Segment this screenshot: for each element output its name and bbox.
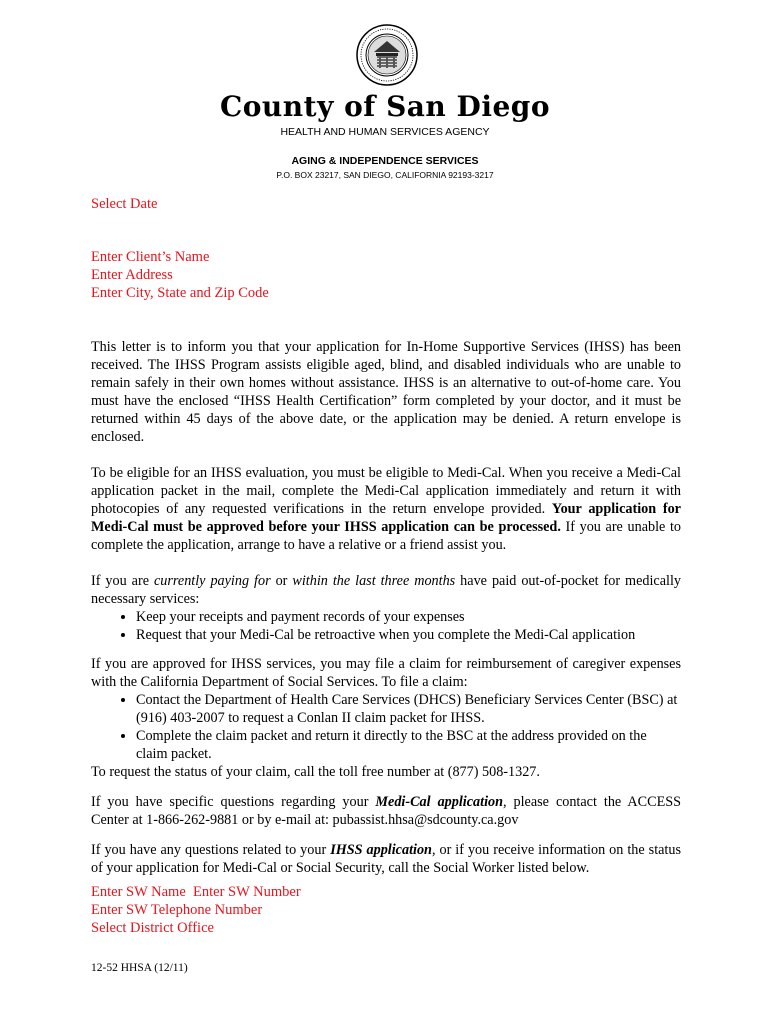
paragraph-ihss-questions: If you have any questions related to your IHSS application, or if you receive information on the status of your application for Medi-Cal or Social Security, call the Social Worker listed below. <box>91 842 681 876</box>
date-field[interactable]: Select Date <box>91 196 158 212</box>
letter-body <box>91 338 681 877</box>
list-item: • Complete the claim packet and return it directly to the BSC at the address provided on the claim packet. <box>136 727 681 763</box>
paragraph-intro: This letter is to inform you that your application for In-Home Supportive Services (IHSS) has been received. The IHSS Program assists eligible aged, blind, and disabled individuals who are unable to remain safely in their own homes without assistance. IHSS is an alternative to out-of-home care. You must have the enclosed “IHSS Health Certification” form completed by your doctor, and it must be returned within 45 days of the above date, or the application may be denied. A return envelope is enclosed. <box>91 339 681 445</box>
client-name-field[interactable]: Enter Client’s Name <box>91 249 210 265</box>
sw-number-field[interactable]: Enter SW Number <box>193 884 301 900</box>
paragraph-reimbursement: If you are approved for IHSS services, you may file a claim for reimbursement of caregiver expenses with the California Department of Social Services. To file a claim: <box>91 656 681 690</box>
sw-name-field[interactable]: Enter SW Name <box>91 884 186 900</box>
list-item: • Request that your Medi-Cal be retroactive when you complete the Medi-Cal application <box>136 626 681 644</box>
client-address-field[interactable]: Enter Address <box>91 267 173 283</box>
form-number: 12-52 HHSA (12/11) <box>91 962 188 974</box>
sw-name-line <box>91 883 301 901</box>
claim-status-line: To request the status of your claim, call the toll free number at (877) 508-1327. <box>91 764 540 780</box>
list-item: • Keep your receipts and payment records of your expenses <box>136 608 681 626</box>
list-item: • Contact the Department of Health Care Services (DHCS) Beneficiary Services Center (BSC) at (916) 403-2007 to request a Conlan II claim packet for IHSS. <box>136 691 681 727</box>
county-name: County of San Diego <box>219 90 551 123</box>
agency-name: HEALTH AND HUMAN SERVICES AGENCY <box>280 126 490 138</box>
claim-steps-list <box>91 691 681 763</box>
county-seal-icon <box>356 24 418 86</box>
client-city-state-zip-field[interactable]: Enter City, State and Zip Code <box>91 285 269 301</box>
medi-cal-approval-notice: Your application for Medi-Cal must be approved before your IHSS application can be processed. <box>91 501 681 535</box>
paragraph-out-of-pocket: If you are currently paying for or within the last three months have paid out-of-pocket for medically necessary services: <box>91 573 681 607</box>
department-name: AGING & INDEPENDENCE SERVICES <box>291 155 479 167</box>
out-of-pocket-list <box>91 608 681 644</box>
paragraph-medi-cal-questions: If you have specific questions regarding your Medi-Cal application, please contact the ACCESS Center at 1-866-262-9881 or by e-mail at: pubassist.hhsa@sdcounty.ca.gov <box>91 794 682 828</box>
district-office-field[interactable]: Select District Office <box>91 920 214 936</box>
department-address: P.O. BOX 23217, SAN DIEGO, CALIFORNIA 92193-3217 <box>276 170 494 180</box>
sw-phone-field[interactable]: Enter SW Telephone Number <box>91 902 263 918</box>
paragraph-medi-cal-eligibility: To be eligible for an IHSS evaluation, you must be eligible to Medi-Cal. When you receive a Medi-Cal application packet in the mail, complete the Medi-Cal application immediately and return it with photocopies of any requested verifications in the return envelope provided. Your application for Medi-Cal must be approved before your IHSS application can be processed. If you are unable to complete the application, arrange to have a relative or a friend assist you. <box>91 465 682 553</box>
